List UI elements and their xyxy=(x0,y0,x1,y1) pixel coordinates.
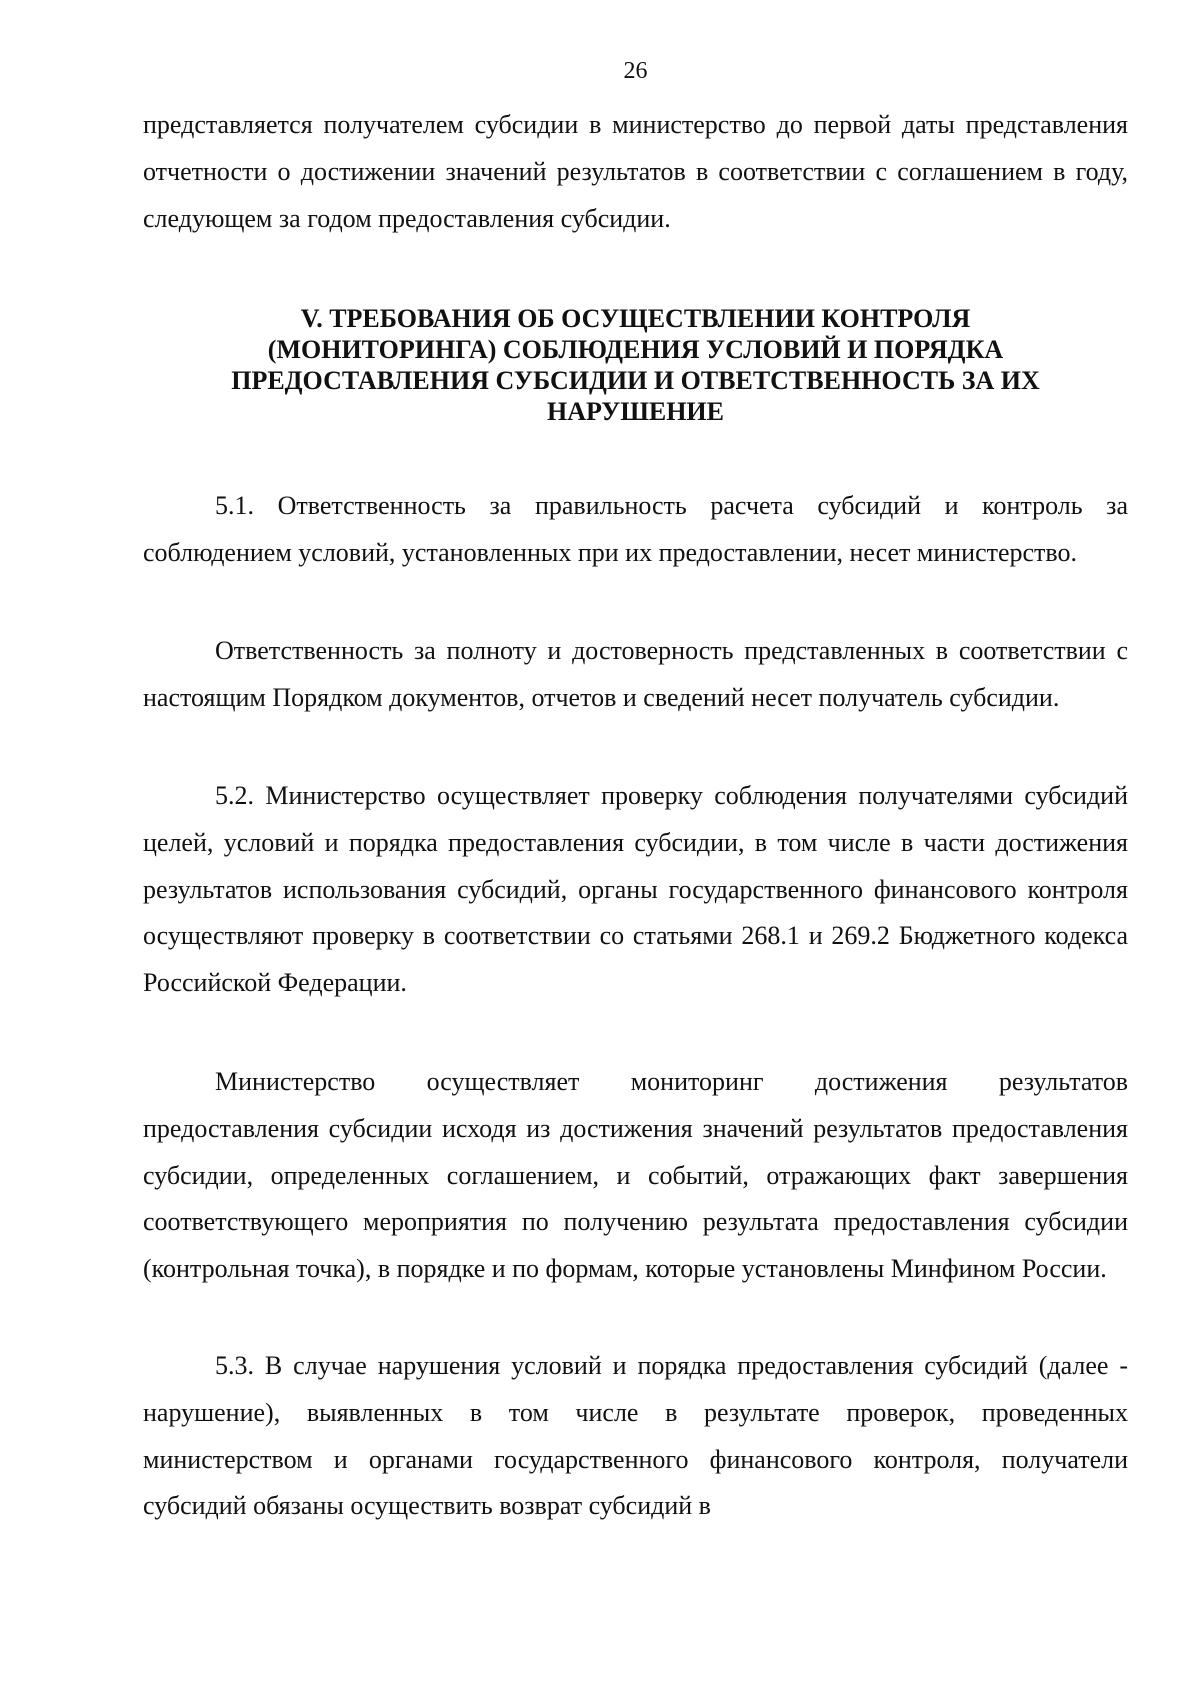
section-heading-line: (МОНИТОРИНГА) СОБЛЮДЕНИЯ УСЛОВИЙ И ПОРЯДКА xyxy=(267,335,1004,364)
section-heading xyxy=(143,303,1128,427)
paragraph-monitoring: Министерство осуществляет мониторинг достижения результатов предоставления субсидии исходя из достижения значений результатов предоставления субсидии, определенных соглашением, и событий, отражающих факт завершения соответствующего мероприятия по получению результата предоставления субсидии (контрольная точка), в порядке и по формам, которые установлены Минфином России. xyxy=(143,1067,1128,1284)
paragraph-5-2: 5.2. Министерство осуществляет проверку соблюдения получателями субсидий целей, условий и порядка предоставления субсидии, в том числе в части достижения результатов использования субсидий, органы государственного финансового контроля осуществляют проверку в соответствии со статьями 268.1 и 269.2 Бюджетного кодекса Российской Федерации. xyxy=(143,781,1128,998)
page-number: 26 xyxy=(623,58,648,84)
paragraph-responsibility: Ответственность за полноту и достоверность представленных в соответствии с настоящим Порядком документов, отчетов и сведений несет получатель субсидии. xyxy=(143,636,1128,712)
section-heading-line: НАРУШЕНИЕ xyxy=(547,397,724,426)
paragraph-5-3: 5.3. В случае нарушения условий и порядка предоставления субсидий (далее - нарушение), выявленных в том числе в результате проверок, проведенных министерством и органами государственного финансового контроля, получатели субсидий обязаны осуществить возврат субсидий в xyxy=(143,1351,1128,1521)
section-heading-line: ПРЕДОСТАВЛЕНИЯ СУБСИДИИ И ОТВЕТСТВЕННОСТЬ ЗА ИХ xyxy=(231,366,1040,395)
document-page xyxy=(143,0,1128,1698)
section-heading-line: V. ТРЕБОВАНИЯ ОБ ОСУЩЕСТВЛЕНИИ КОНТРОЛЯ xyxy=(300,304,971,333)
intro-paragraph: представляется получателем субсидии в министерство до первой даты представления отчетности о достижении значений результатов в соответствии с соглашением в году, следующем за годом предоставления субсидии. xyxy=(143,110,1128,233)
paragraph-5-1: 5.1. Ответственность за правильность расчета субсидий и контроль за соблюдением условий, установленных при их предоставлении, несет министерство. xyxy=(143,491,1128,567)
